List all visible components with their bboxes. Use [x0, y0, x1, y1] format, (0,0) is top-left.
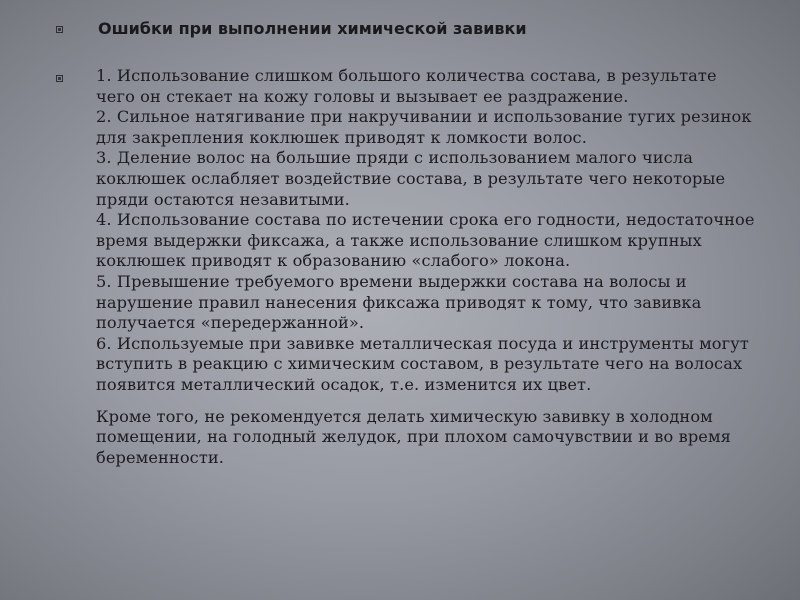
- slide-title: Ошибки при выполнении химической завивки: [98, 19, 527, 38]
- list-item: 6. Используемые при завивке металлическая посуда и инструменты могут вступить в реакцию с химическим составом, в результате чего на волосах появится металлический осадок, т.е. изменится их цвет.: [96, 333, 749, 394]
- list-item: 5. Превышение требуемого времени выдержки состава на волосы и нарушение правил нанесения фиксажа приводят к тому, что завивка получается «передержанной».: [96, 271, 702, 333]
- square-bullet-icon: [56, 75, 63, 82]
- content-block: [96, 66, 756, 468]
- list-item: 2. Сильное натягивание при накручивании и использование тугих резинок для закрепления коклюшек приводят к ломкости волос.: [96, 107, 752, 147]
- list-item: 3. Деление волос на большие пряди с использованием малого числа коклюшек ослабляет воздействие состава, в результате чего некоторые пряди остаются незавитыми.: [96, 148, 726, 209]
- closing-paragraph: Кроме того, не рекомендуется делать химическую завивку в холодном помещении, на голодный желудок, при плохом самочувствии и во время беременности.: [96, 406, 731, 467]
- list-item: 1. Использование слишком большого количества состава, в результате чего он стекает на кожу головы и вызывает ее раздражение.: [96, 66, 717, 106]
- square-bullet-icon: [56, 26, 63, 33]
- list-item: 4. Использование состава по истечении срока его годности, недостаточное время выдержки фиксажа, а также использование слишком крупных коклюшек приводят к образованию «слабого» локона.: [96, 210, 755, 271]
